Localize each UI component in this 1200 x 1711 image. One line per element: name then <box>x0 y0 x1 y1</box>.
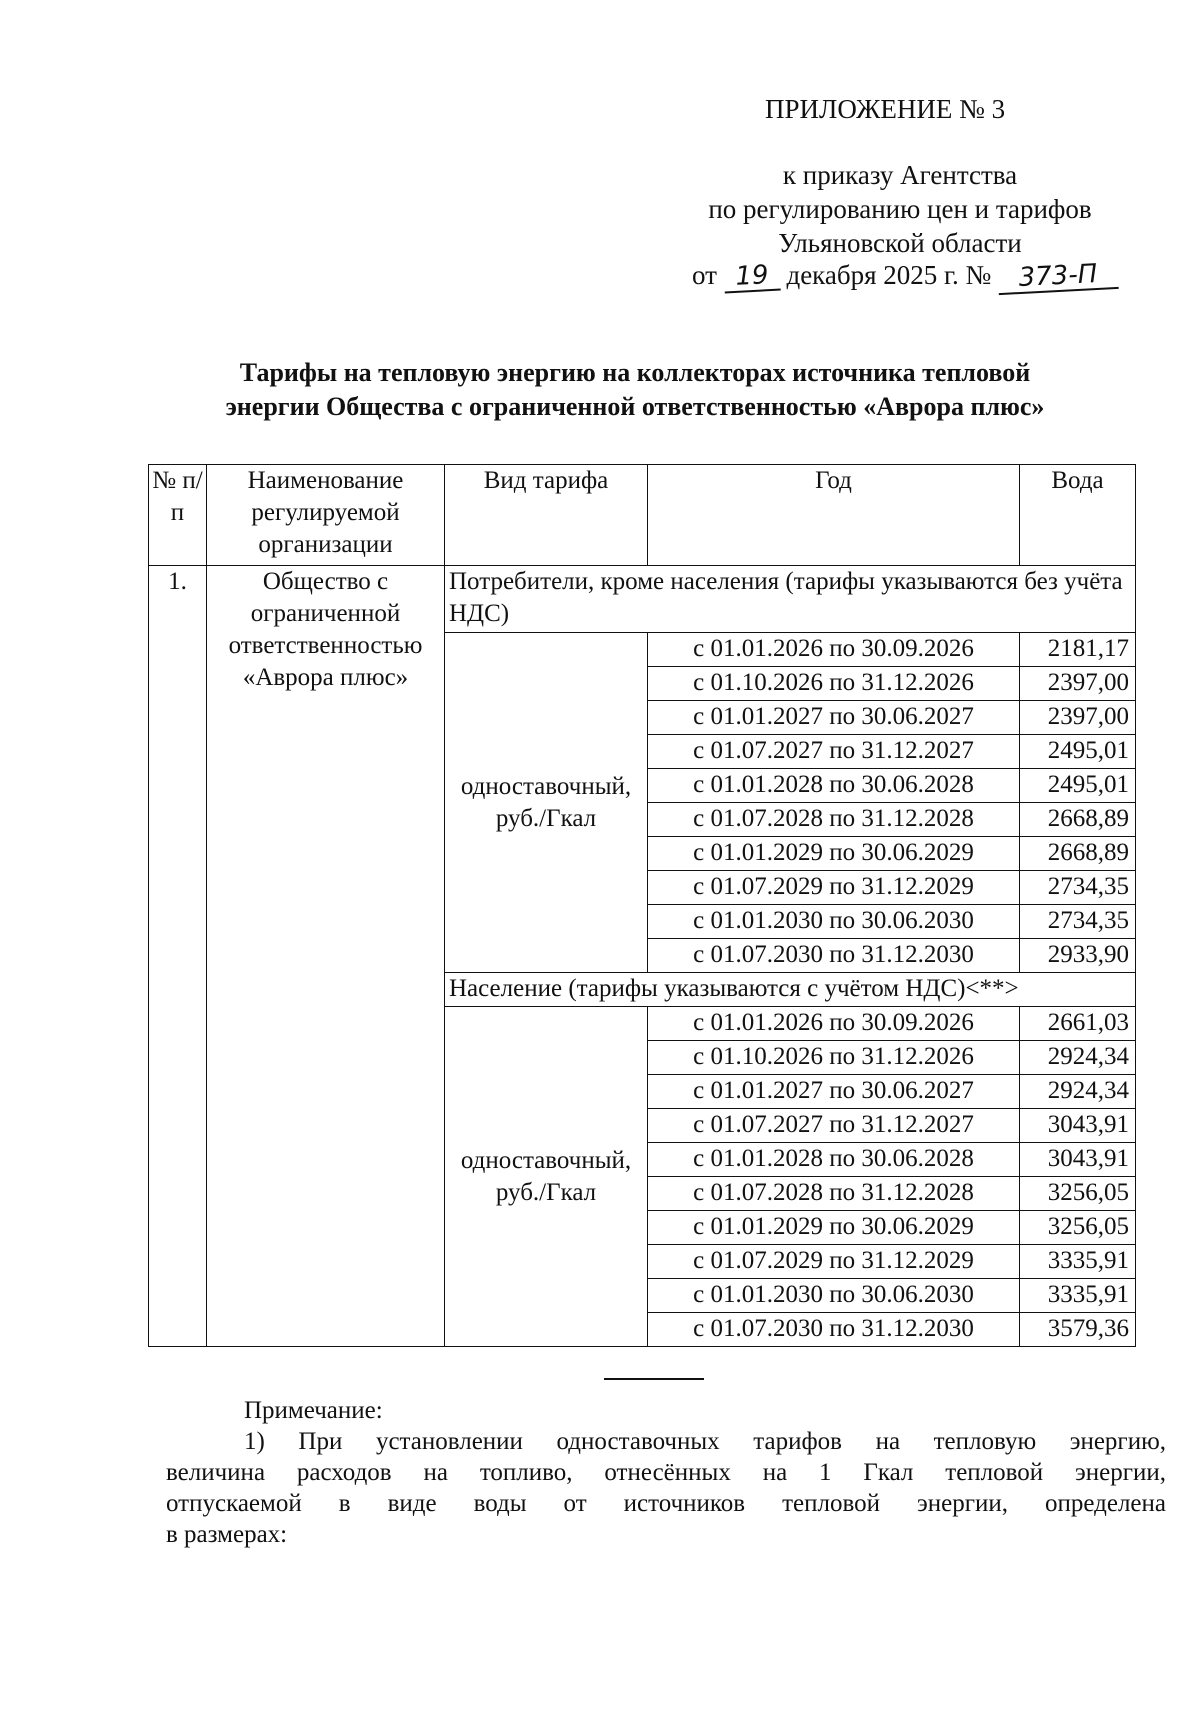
header-org: Наименование регулируемой организации <box>207 465 445 566</box>
tariff-value: 2668,89 <box>1020 803 1136 837</box>
date-rest: декабря 2025 г. № <box>786 260 992 290</box>
order-number-handwritten: 373-П <box>997 259 1118 295</box>
tariff-period: с 01.10.2026 по 31.12.2026 <box>648 667 1020 701</box>
tariff-value: 3335,91 <box>1020 1245 1136 1279</box>
tariff-period: с 01.07.2029 по 31.12.2029 <box>648 871 1020 905</box>
tariff-period: с 01.01.2028 по 30.06.2028 <box>648 1143 1020 1177</box>
tariff-value: 2661,03 <box>1020 1007 1136 1041</box>
tariff-value: 2933,90 <box>1020 939 1136 973</box>
date-day-handwritten: 19 <box>723 261 780 294</box>
tariff-value: 2734,35 <box>1020 871 1136 905</box>
tariff-table <box>148 464 1136 1347</box>
header-year: Год <box>648 465 1020 566</box>
tariff-period: с 01.07.2027 по 31.12.2027 <box>648 735 1020 769</box>
tariff-period: с 01.01.2026 по 30.09.2026 <box>648 1007 1020 1041</box>
tariff-value: 3256,05 <box>1020 1177 1136 1211</box>
tariff-period: с 01.07.2028 по 31.12.2028 <box>648 803 1020 837</box>
tariff-table-body <box>149 465 1136 1347</box>
appendix-number: ПРИЛОЖЕНИЕ № 3 <box>765 94 1006 124</box>
tariff-period: с 01.07.2029 по 31.12.2029 <box>648 1245 1020 1279</box>
note-body <box>166 1426 1166 1550</box>
tariff-value: 2668,89 <box>1020 837 1136 871</box>
title-line-2: энергии Общества с ограниченной ответственностью «Аврора плюс» <box>225 392 1045 421</box>
page-title <box>150 356 1120 424</box>
order-line-2: по регулированию цен и тарифов <box>708 194 1092 224</box>
tariff-value: 3043,91 <box>1020 1109 1136 1143</box>
tariff-value: 2924,34 <box>1020 1041 1136 1075</box>
group1-tariff-type: одноставочный, руб./Гкал <box>445 633 648 973</box>
tariff-value: 3579,36 <box>1020 1313 1136 1347</box>
note-line-2: величина расходов на топливо, отнесённых на 1 Гкал тепловой энергии, <box>166 1459 1166 1486</box>
header-water: Вода <box>1020 465 1136 566</box>
table-header-row <box>149 465 1136 566</box>
tariff-period: с 01.01.2030 по 30.06.2030 <box>648 1279 1020 1313</box>
tariff-period: с 01.01.2028 по 30.06.2028 <box>648 769 1020 803</box>
tariff-period: с 01.07.2027 по 31.12.2027 <box>648 1109 1020 1143</box>
organization-name: Общество с ограниченной ответственностью «Аврора плюс» <box>207 566 445 1347</box>
tariff-period: с 01.10.2026 по 31.12.2026 <box>648 1041 1020 1075</box>
note-line-3: отпускаемой в виде воды от источников тепловой энергии, определена <box>166 1490 1166 1517</box>
group1-title: Потребители, кроме населения (тарифы указываются без учёта НДС) <box>445 566 1136 633</box>
tariff-period: с 01.01.2027 по 30.06.2027 <box>648 701 1020 735</box>
order-reference <box>600 158 1200 260</box>
group2-tariff-type: одноставочный, руб./Гкал <box>445 1007 648 1347</box>
tariff-period: с 01.07.2030 по 31.12.2030 <box>648 1313 1020 1347</box>
tariff-value: 2734,35 <box>1020 905 1136 939</box>
tariff-value: 2495,01 <box>1020 769 1136 803</box>
note-heading: Примечание: <box>244 1397 383 1424</box>
tariff-period: с 01.07.2028 по 31.12.2028 <box>648 1177 1020 1211</box>
group2-title: Население (тарифы указываются с учётом НДС)<**> <box>445 973 1136 1007</box>
tariff-value: 2397,00 <box>1020 667 1136 701</box>
order-date-line <box>692 258 1118 292</box>
tariff-value: 2397,00 <box>1020 701 1136 735</box>
tariff-period: с 01.01.2029 по 30.06.2029 <box>648 837 1020 871</box>
divider <box>604 1378 704 1380</box>
tariff-value: 3335,91 <box>1020 1279 1136 1313</box>
note-line-1: 1) При установлении одноставочных тарифов на тепловую энергию, <box>244 1428 1166 1455</box>
tariff-value: 2924,34 <box>1020 1075 1136 1109</box>
header-type: Вид тарифа <box>445 465 648 566</box>
tariff-period: с 01.07.2030 по 31.12.2030 <box>648 939 1020 973</box>
tariff-period: с 01.01.2027 по 30.06.2027 <box>648 1075 1020 1109</box>
tariff-value: 3256,05 <box>1020 1211 1136 1245</box>
note-line-4: в размерах: <box>166 1521 288 1548</box>
order-line-3: Ульяновской области <box>778 228 1022 258</box>
tariff-value: 2495,01 <box>1020 735 1136 769</box>
date-prefix: от <box>692 260 717 290</box>
order-line-1: к приказу Агентства <box>782 160 1018 190</box>
group1-title-row <box>149 566 1136 633</box>
title-line-1: Тарифы на тепловую энергию на коллекторах источника тепловой <box>239 358 1031 387</box>
row-number: 1. <box>149 566 207 1347</box>
tariff-period: с 01.01.2030 по 30.06.2030 <box>648 905 1020 939</box>
tariff-period: с 01.01.2029 по 30.06.2029 <box>648 1211 1020 1245</box>
header-num: № п/п <box>149 465 207 566</box>
tariff-value: 2181,17 <box>1020 633 1136 667</box>
tariff-value: 3043,91 <box>1020 1143 1136 1177</box>
tariff-period: с 01.01.2026 по 30.09.2026 <box>648 633 1020 667</box>
